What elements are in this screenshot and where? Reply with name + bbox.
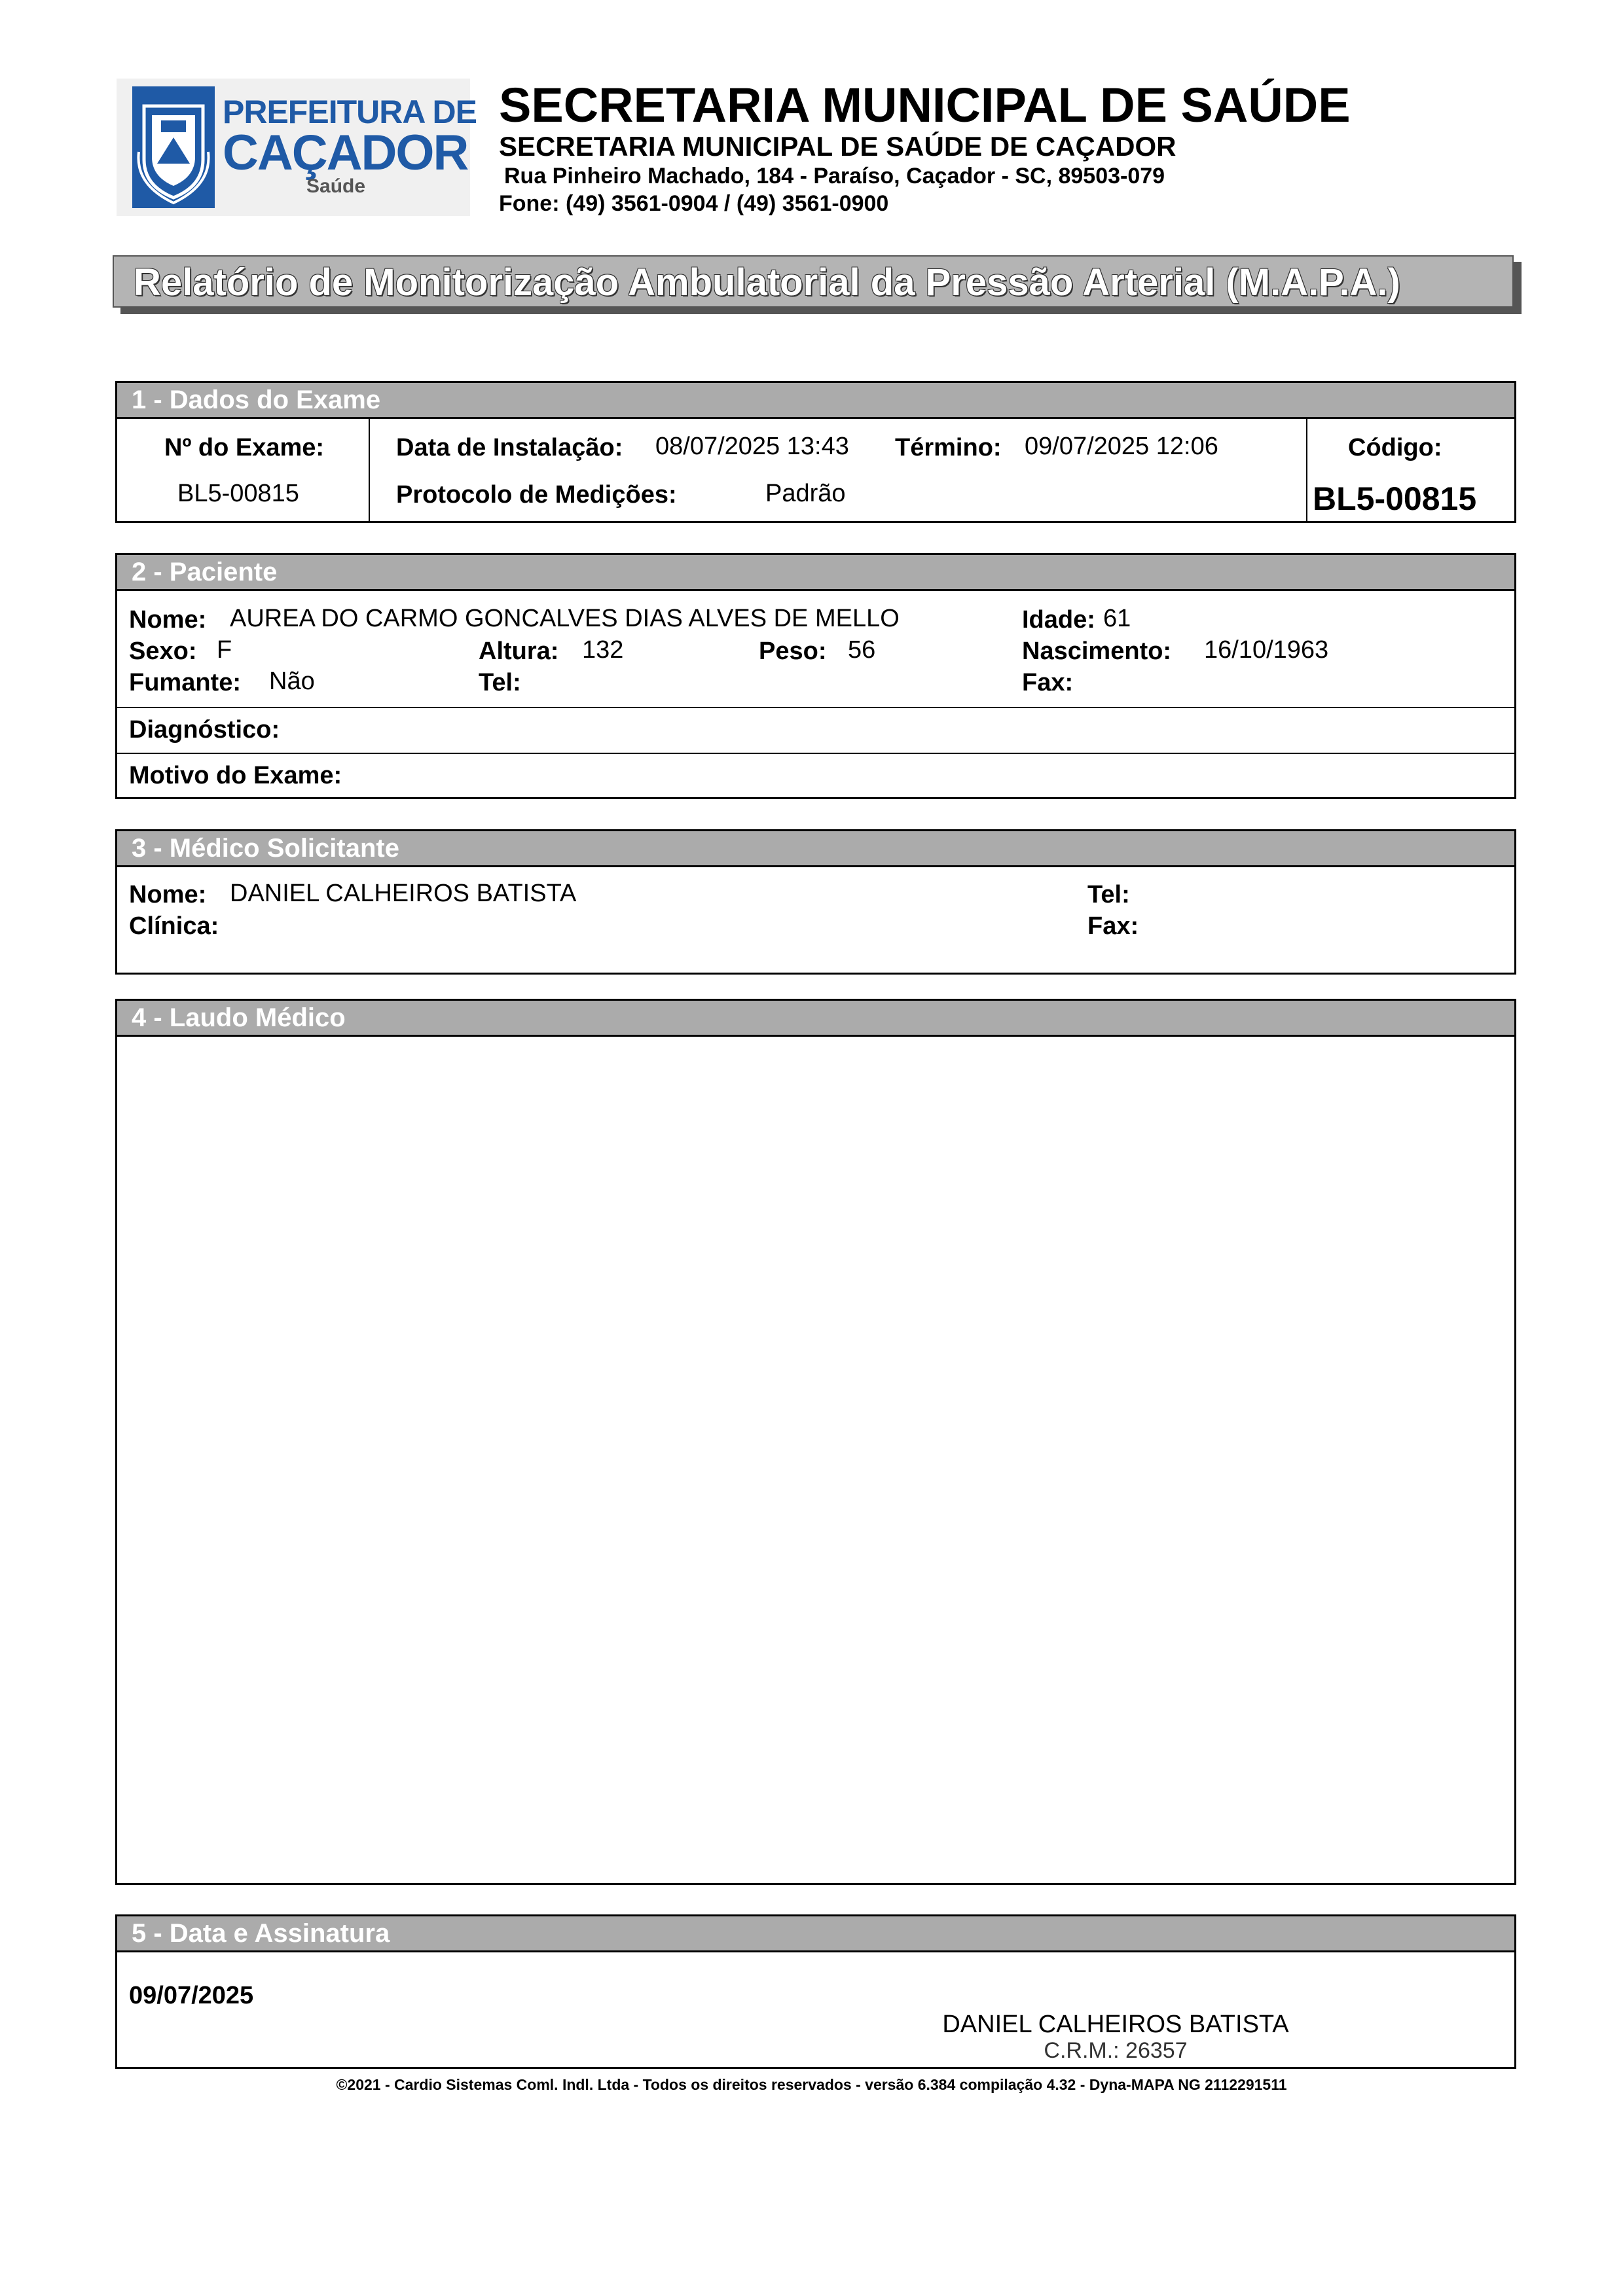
section-title: 5 - Data e Assinatura [132,1919,390,1948]
patient-tel-label: Tel: [479,669,521,696]
diagnosis-label: Diagnóstico: [129,716,280,744]
patient-name-value: AUREA DO CARMO GONCALVES DIAS ALVES DE MELLO [230,605,900,632]
section-header [117,831,1514,867]
clinic-label: Clínica: [129,912,219,940]
logo-text-prefeitura: PREFEITURA DE [223,94,477,130]
smoker-label: Fumante: [129,669,241,696]
exam-reason-label: Motivo do Exame: [129,762,342,789]
sex-value: F [217,636,232,664]
signature-date: 09/07/2025 [129,1982,254,2009]
report-title: Relatório de Monitorização Ambulatorial da Pressão Arterial (M.A.P.A.) [134,261,1400,304]
install-date-value: 08/07/2025 13:43 [655,433,849,460]
prefeitura-logo [117,79,477,216]
footer-copyright: ©2021 - Cardio Sistemas Coml. Indl. Ltda - Todos os direitos reservados - versão 6.384 compilação 4.32 - Dyna-MAPA NG 2112291511 [336,2076,1287,2093]
weight-label: Peso: [759,637,827,665]
header-address: Rua Pinheiro Machado, 184 - Paraíso, Caçador - SC, 89503-079 [504,164,1165,188]
section-title: 1 - Dados do Exame [132,386,381,414]
weight-value: 56 [848,636,876,664]
age-value: 61 [1103,605,1131,632]
header-phone: Fone: (49) 3561-0904 / (49) 3561-0900 [499,191,889,216]
doctor-fax-label: Fax: [1087,912,1139,940]
coat-of-arms-icon [132,86,215,208]
end-date-value: 09/07/2025 12:06 [1025,433,1218,460]
exam-number-label: Nº do Exame: [164,434,325,461]
doctor-name-value: DANIEL CALHEIROS BATISTA [230,880,577,907]
signing-doctor-name: DANIEL CALHEIROS BATISTA [942,2011,1289,2038]
signing-doctor-crm: C.R.M.: 26357 [1044,2038,1188,2063]
logo-text-saude: Saúde [306,175,366,197]
sex-label: Sexo: [129,637,197,665]
section-exam-data [115,381,1516,523]
birth-label: Nascimento: [1022,637,1172,665]
section-header [117,1001,1514,1037]
exam-number-value: BL5-00815 [177,480,299,507]
section-requesting-doctor [115,829,1516,975]
section-title: 3 - Médico Solicitante [132,834,399,863]
section-header [117,383,1514,419]
height-label: Altura: [479,637,559,665]
header-subtitle: SECRETARIA MUNICIPAL DE SAÚDE DE CAÇADOR [499,131,1176,162]
end-date-label: Término: [895,434,1002,461]
protocol-value: Padrão [765,480,846,507]
birth-value: 16/10/1963 [1204,636,1329,664]
patient-fax-label: Fax: [1022,669,1074,696]
divider [369,417,370,521]
report-banner [113,255,1514,308]
section-medical-report [115,999,1516,1885]
age-label: Idade: [1022,606,1095,634]
patient-name-label: Nome: [129,606,207,634]
doctor-tel-label: Tel: [1087,881,1130,908]
section-title: 2 - Paciente [132,558,278,586]
smoker-value: Não [269,668,315,695]
divider [1306,417,1307,521]
section-patient [115,553,1516,799]
code-value: BL5-00815 [1313,480,1477,517]
code-label: Código: [1348,434,1442,461]
section-header [117,1916,1514,1952]
section-title: 4 - Laudo Médico [132,1003,346,1032]
header-title: SECRETARIA MUNICIPAL DE SAÚDE [499,78,1351,132]
install-date-label: Data de Instalação: [396,434,623,461]
divider [117,707,1514,708]
section-date-signature [115,1914,1516,2069]
height-value: 132 [582,636,624,664]
logo-text-city: CAÇADOR [223,125,468,181]
doctor-name-label: Nome: [129,881,207,908]
protocol-label: Protocolo de Medições: [396,481,677,509]
section-header [117,555,1514,591]
divider [117,753,1514,754]
